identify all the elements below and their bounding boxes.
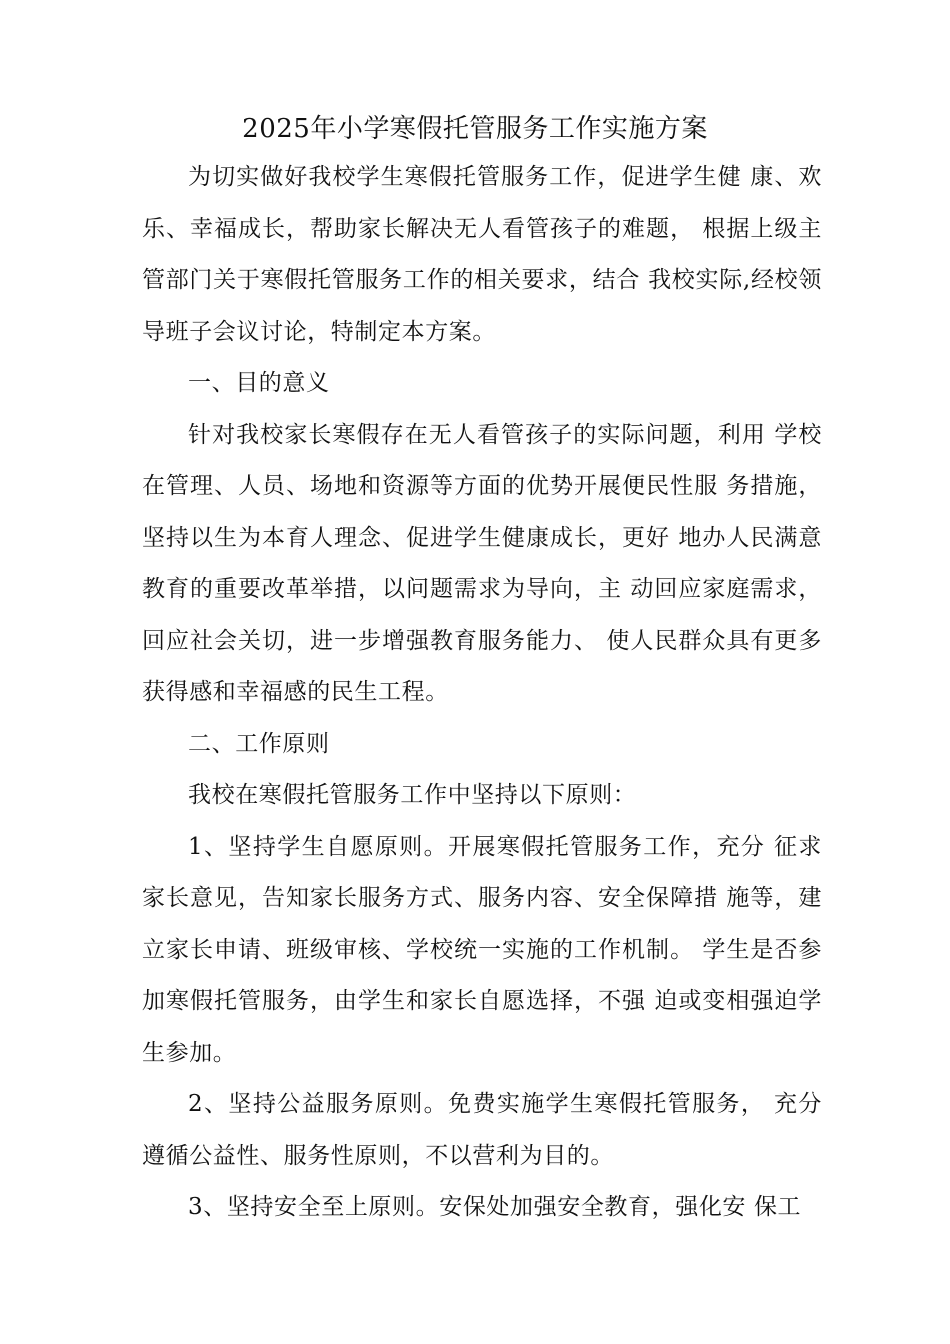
principle-item: 2、坚持公益服务原则。免费实施学生寒假托管服务， 充分遵循公益性、服务性原则，不以营利为目的。 — [142, 1091, 822, 1169]
document-body — [142, 152, 822, 1234]
intro-paragraph: 为切实做好我校学生寒假托管服务工作，促进学生健 康、欢乐、幸福成长，帮助家长解决无人看管孩子的难题， 根据上级主管部门关于寒假托管服务工作的相关要求，结合 我校实际,经校领导班子会议讨论，特制定本方案。 — [142, 164, 822, 345]
purpose-paragraph: 针对我校家长寒假存在无人看管孩子的实际问题，利用 学校在管理、人员、场地和资源等方面的优势开展便民性服 务措施，坚持以生为本育人理念、促进学生健康成长，更好 地办人民满意教育的重要改革举措，以问题需求为导向，主 动回应家庭需求，回应社会关切，进一步增强教育服务能力、 使人民群众具有更多获得感和幸福感的民生工程。 — [142, 421, 822, 705]
principle-item: 1、坚持学生自愿原则。开展寒假托管服务工作，充分 征求家长意见，告知家长服务方式、服务内容、安全保障措 施等，建立家长申请、班级审核、学校统一实施的工作机制。 学生是否参加寒假托管服务，由学生和家长自愿选择，不强 迫或变相强迫学生参加。 — [142, 833, 822, 1066]
section-heading-purpose: 一、目的意义 — [188, 370, 330, 396]
principle-item: 3、坚持安全至上原则。安保处加强安全教育，强化安 保工 — [188, 1194, 802, 1220]
principles-lead: 我校在寒假托管服务工作中坚持以下原则： — [188, 782, 637, 808]
section-heading-principles: 二、工作原则 — [188, 730, 330, 757]
document-title: 2025年小学寒假托管服务工作实施方案 — [242, 114, 708, 144]
